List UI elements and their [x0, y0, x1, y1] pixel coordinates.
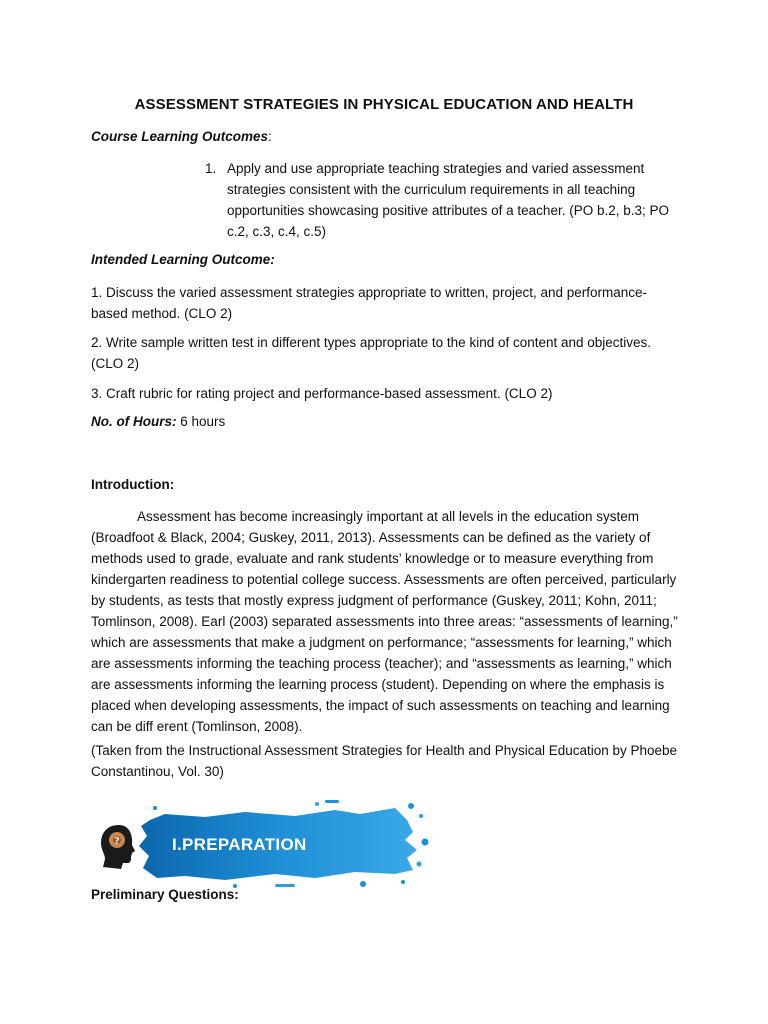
document-title: ASSESSMENT STRATEGIES IN PHYSICAL EDUCATION AND HEALTH [134, 96, 634, 113]
source-note: (Taken from the Instructional Assessment Strategies for Health and Physical Education by Phoebe Constantinou, Vol. 30) [91, 743, 678, 779]
hours-line [91, 414, 225, 429]
intended-outcome-item-3: 3. Craft rubric for rating project and performance-based assessment. (CLO 2) [91, 386, 553, 401]
course-outcome-number: 1. [205, 161, 217, 176]
intended-outcome-item-1: 1. Discuss the varied assessment strategies appropriate to written, project, and performance-based method. (CLO 2) [91, 285, 648, 321]
course-outcomes-heading: Course Learning Outcomes: [91, 129, 272, 144]
svg-text:?: ? [114, 836, 120, 847]
thinking-head-icon [97, 823, 139, 871]
intended-outcome-heading: Intended Learning Outcome: [91, 252, 275, 267]
course-outcome-item [205, 158, 675, 242]
introduction-paragraph: Assessment has become increasingly important at all levels in the education system (Broadfoot & Black, 2004; Guskey, 2011, 2013). Assessments can be defined as the variety of methods used to grade, evaluate and rank students’ knowledge or to measure everything from kindergarten readiness to potential college success. Assessments are often perceived, particularly by students, as tests that mostly express judgment of performance (Guskey, 2011; Kohn, 2011; Tomlinson, 2008). Earl (2003) separated assessments into three areas: “assessments of learning,” which are assessments that make a judgment on performance; “assessments for learning,” which are assessments informing the teaching process (teacher); and “assessments as learning,” which are assessments informing the learning process (student). Depending on where the emphasis is placed when developing assessments, the impact of such assessments on teaching and learning can be diff erent (Tomlinson, 2008). [91, 509, 678, 734]
course-outcome-text: Apply and use appropriate teaching strategies and varied assessment strategies consistent with the curriculum requirements in all teaching opportunities showcasing positive attributes of a teacher. (PO b.2, b.3; PO c.2, c.3, c.4, c.5) [227, 161, 669, 239]
hours-label: No. of Hours: [91, 414, 177, 429]
introduction-heading: Introduction: [91, 477, 175, 492]
banner-label: I.PREPARATION [172, 835, 307, 854]
intended-outcome-item-2: 2. Write sample written test in different types appropriate to the kind of content and objectives. (CLO 2) [91, 335, 652, 371]
preliminary-questions-heading: Preliminary Questions: [91, 887, 239, 902]
course-outcomes-label: Course Learning Outcomes [91, 129, 269, 144]
hours-value: 6 hours [180, 414, 226, 429]
